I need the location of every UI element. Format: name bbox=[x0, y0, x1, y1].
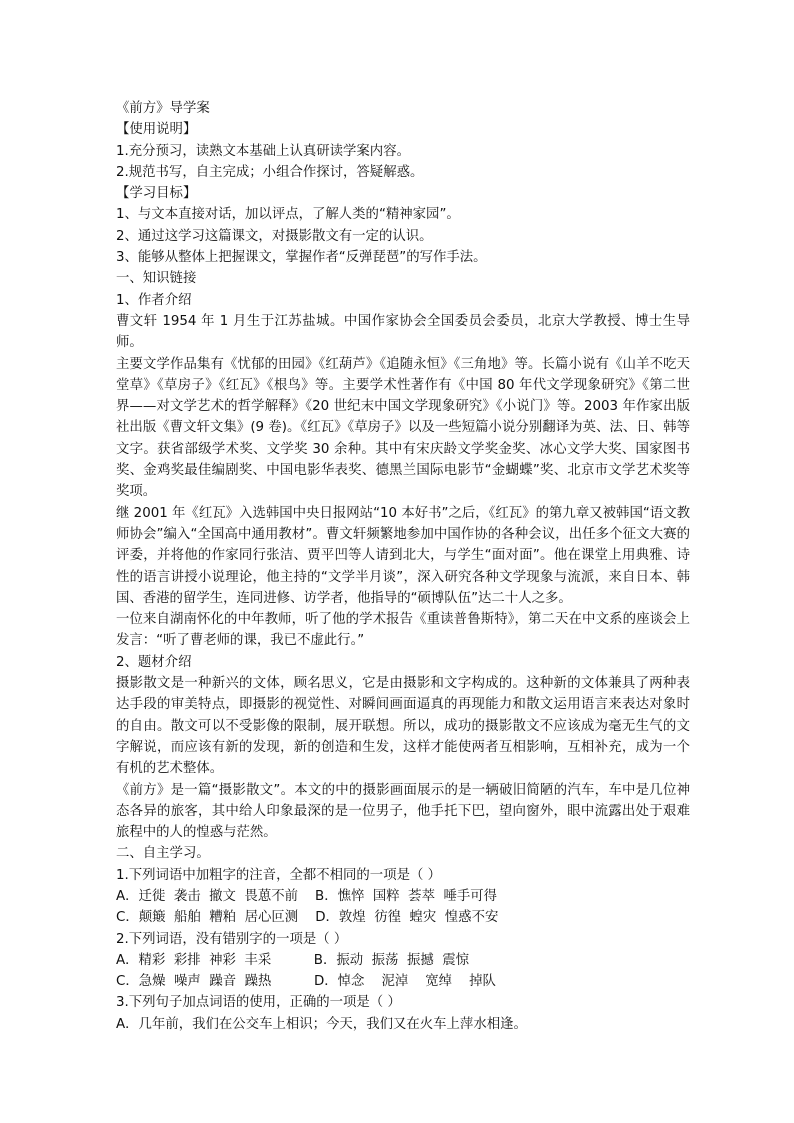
question-1-options-cd: C．颠簸 船舶 糟粕 居心叵测 D．敦煌 彷徨 蝗灾 惶惑不安 bbox=[116, 910, 499, 926]
question-3-option-a: A．几年前，我们在公交车上相识；今天，我们又在火车上萍水相逢。 bbox=[116, 1016, 527, 1032]
question-2-options-cd: C．急燥 噪声 躁音 躁热 D．悼念 泥淖 宽绰 掉队 bbox=[116, 974, 496, 990]
topic-paragraph-2: 《前方》是一篇“摄影散文”。本文的中的摄影画面展示的是一辆破旧简陋的汽车，车中是几位神态各异的旅客，其中给人印象最深的是一位男子，他手托下巴，望向窗外，眼中流露出处于艰难旅程中的人的惶惑与茫然。 bbox=[116, 782, 690, 841]
document-page bbox=[116, 98, 690, 1035]
usage-item-1: 1.充分预习，读熟文本基础上认真研读学案内容。 bbox=[116, 143, 410, 159]
section-heading-knowledge: 一、知识链接 bbox=[116, 271, 197, 287]
subheading-author: 1、作者介绍 bbox=[116, 292, 192, 308]
doc-title: 《前方》导学案 bbox=[116, 101, 210, 116]
topic-paragraph-1: 摄影散文是一种新兴的文体，顾名思义，它是由摄影和文字构成的。这种新的文体兼具了两种表达手段的审美特点，即摄影的视觉性、对瞬间画面逼真的再现能力和散文运用语言来表达对象时的自由。散文可以不受影像的限制，展开联想。所以，成功的摄影散文不应该成为毫无生气的文字解说，而应该有新的发现，新的创造和生发，这样才能使两者互相影响，互相补充，成为一个有机的艺术整体。 bbox=[116, 676, 690, 777]
question-2: 2.下列词语，没有错别字的一项是（ ） bbox=[116, 931, 348, 947]
author-paragraph-4: 一位来自湖南怀化的中年教师，听了他的学术报告《重读普鲁斯特》，第二天在中文系的座谈会上发言：“听了曹老师的课，我已不虚此行。” bbox=[116, 612, 690, 649]
usage-header: 【使用说明】 bbox=[116, 122, 197, 138]
author-paragraph-2: 主要文学作品集有《忧郁的田园》《红葫芦》《追随永恒》《三角地》等。长篇小说有《山羊不吃天堂草》《草房子》《红瓦》《根鸟》等。主要学术性著作有《中国 80 年代文学现象研究》《第二世界——对文学艺术的哲学解释》《20 世纪末中国文学现象研究》《小说门》等。2003 年作家出版社出版《曹文轩文集》(9 卷)。《红瓦》《草房子》以及一些短篇小说分别翻译为英、法、日、韩等文字。获省部级学术奖、文学奖 30 余种。其中有宋庆龄文学奖金奖、冰心文学大奖、国家图书奖、金鸡奖最佳编剧奖、中国电影华表奖、德黑兰国际电影节“金蝴蝶”奖、北京市文学艺术奖等奖项。 bbox=[116, 356, 690, 500]
goal-item-1: 1、与文本直接对话，加以评点，了解人类的“精神家园”。 bbox=[116, 207, 460, 223]
question-2-options-ab: A．精彩 彩排 神彩 丰采 B．振动 振荡 振撼 震惊 bbox=[116, 952, 470, 968]
subheading-topic: 2、题材介绍 bbox=[116, 654, 192, 670]
goal-item-2: 2、通过这学习这篇课文，对摄影散文有一定的认识。 bbox=[116, 228, 433, 244]
author-paragraph-3: 继 2001 年《红瓦》入选韩国中央日报网站“10 本好书”之后，《红瓦》的第九章又被韩国“语文教师协会”编入“全国高中通用教材”。曹文轩频繁地参加中国作协的各种会议，出任多个征文大赛的评委，并将他的作家同行张洁、贾平凹等人请到北大，与学生“面对面”。他在课堂上用典雅、诗性的语言讲授小说理论，他主持的“文学半月谈”，深入研究各种文学现象与流派，来自日本、韩国、香港的留学生，连同进修、访学者，他指导的“硕博队伍”达二十人之多。 bbox=[116, 505, 690, 606]
goals-header: 【学习目标】 bbox=[116, 186, 197, 202]
usage-item-2: 2.规范书写，自主完成；小组合作探讨，答疑解惑。 bbox=[116, 164, 424, 180]
question-1-options-ab: A．迁徙 袭击 撤文 畏葸不前 B．憔悴 国粹 荟萃 唾手可得 bbox=[116, 888, 498, 904]
question-3: 3.下列句子加点词语的使用，正确的一项是（ ） bbox=[116, 995, 401, 1011]
section-heading-self-study: 二、自主学习。 bbox=[116, 846, 210, 862]
question-1: 1.下列词语中加粗字的注音，全都不相同的一项是（ ） bbox=[116, 867, 442, 883]
goal-item-3: 3、能够从整体上把握课文，掌握作者“反弹琵琶”的写作手法。 bbox=[116, 250, 487, 266]
author-paragraph-1: 曹文轩 1954 年 1 月生于江苏盐城。中国作家协会全国委员会委员，北京大学教授、博士生导师。 bbox=[116, 313, 690, 351]
